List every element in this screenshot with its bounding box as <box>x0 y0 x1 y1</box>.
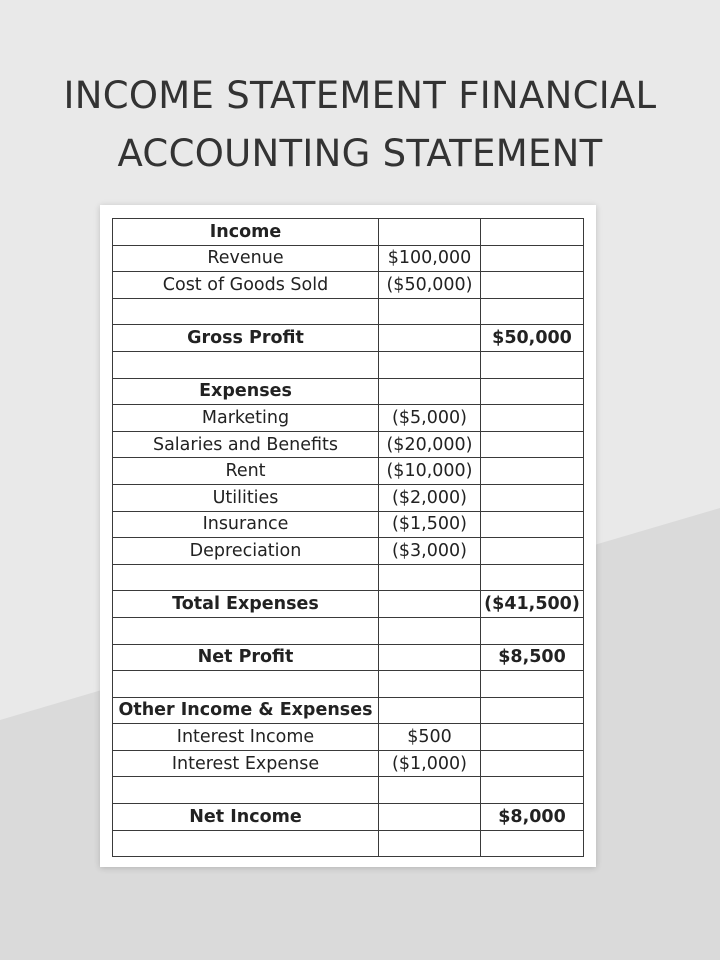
row-amount-cell: ($20,000) <box>379 431 481 458</box>
table-row <box>113 405 584 432</box>
row-total-cell <box>481 378 584 405</box>
table-row <box>113 538 584 565</box>
row-total-cell <box>481 538 584 565</box>
row-total-cell <box>481 511 584 538</box>
table-row <box>113 431 584 458</box>
row-total-cell <box>481 697 584 724</box>
row-label-cell: Cost of Goods Sold <box>113 272 379 299</box>
row-total-cell <box>481 245 584 272</box>
row-label-cell: Gross Profit <box>113 325 379 352</box>
table-row <box>113 511 584 538</box>
row-label-cell: Utilities <box>113 484 379 511</box>
row-label-cell: Depreciation <box>113 538 379 565</box>
table-row <box>113 219 584 246</box>
table-row <box>113 272 584 299</box>
row-label-cell: Salaries and Benefits <box>113 431 379 458</box>
row-label-cell: Marketing <box>113 405 379 432</box>
row-total-cell <box>481 219 584 246</box>
row-amount-cell <box>379 219 481 246</box>
row-amount-cell <box>379 777 481 804</box>
table-row <box>113 591 584 618</box>
row-total-cell <box>481 484 584 511</box>
row-total-cell: $8,000 <box>481 804 584 831</box>
row-label-cell: Interest Income <box>113 724 379 751</box>
row-total-cell <box>481 431 584 458</box>
row-total-cell: ($41,500) <box>481 591 584 618</box>
table-row <box>113 298 584 325</box>
table-row <box>113 830 584 857</box>
income-statement-body <box>113 219 584 857</box>
table-row <box>113 671 584 698</box>
row-label-cell: Interest Expense <box>113 750 379 777</box>
row-label-cell: Insurance <box>113 511 379 538</box>
table-row <box>113 564 584 591</box>
row-total-cell <box>481 750 584 777</box>
row-label-cell <box>113 351 379 378</box>
row-amount-cell: ($3,000) <box>379 538 481 565</box>
row-amount-cell <box>379 351 481 378</box>
row-total-cell: $8,500 <box>481 644 584 671</box>
row-amount-cell: ($1,000) <box>379 750 481 777</box>
row-total-cell <box>481 458 584 485</box>
row-amount-cell: ($1,500) <box>379 511 481 538</box>
table-row <box>113 644 584 671</box>
row-label-cell: Revenue <box>113 245 379 272</box>
row-label-cell: Income <box>113 219 379 246</box>
row-amount-cell <box>379 298 481 325</box>
row-amount-cell <box>379 697 481 724</box>
table-row <box>113 458 584 485</box>
row-amount-cell <box>379 591 481 618</box>
row-label-cell: Net Profit <box>113 644 379 671</box>
row-amount-cell: ($2,000) <box>379 484 481 511</box>
row-amount-cell <box>379 325 481 352</box>
row-label-cell <box>113 830 379 857</box>
row-label-cell: Rent <box>113 458 379 485</box>
row-total-cell <box>481 777 584 804</box>
row-amount-cell <box>379 617 481 644</box>
row-total-cell <box>481 405 584 432</box>
row-amount-cell: $500 <box>379 724 481 751</box>
row-total-cell <box>481 724 584 751</box>
income-statement-table <box>112 218 584 857</box>
row-label-cell <box>113 671 379 698</box>
row-label-cell: Net Income <box>113 804 379 831</box>
row-label-cell <box>113 564 379 591</box>
table-row <box>113 724 584 751</box>
table-row <box>113 325 584 352</box>
table-row <box>113 777 584 804</box>
table-row <box>113 750 584 777</box>
table-row <box>113 804 584 831</box>
page-title-line-2: ACCOUNTING STATEMENT <box>117 132 603 175</box>
row-total-cell: $50,000 <box>481 325 584 352</box>
row-total-cell <box>481 671 584 698</box>
row-amount-cell <box>379 644 481 671</box>
row-total-cell <box>481 272 584 299</box>
row-total-cell <box>481 830 584 857</box>
table-row <box>113 484 584 511</box>
row-label-cell <box>113 777 379 804</box>
row-amount-cell <box>379 564 481 591</box>
row-amount-cell <box>379 830 481 857</box>
row-amount-cell: $100,000 <box>379 245 481 272</box>
row-amount-cell: ($10,000) <box>379 458 481 485</box>
table-row <box>113 617 584 644</box>
row-amount-cell <box>379 378 481 405</box>
row-label-cell: Expenses <box>113 378 379 405</box>
row-amount-cell <box>379 804 481 831</box>
row-total-cell <box>481 298 584 325</box>
table-row <box>113 378 584 405</box>
table-row <box>113 351 584 378</box>
row-label-cell: Total Expenses <box>113 591 379 618</box>
row-label-cell <box>113 617 379 644</box>
row-label-cell: Other Income & Expenses <box>113 697 379 724</box>
statement-sheet <box>100 205 596 867</box>
table-row <box>113 245 584 272</box>
row-total-cell <box>481 351 584 378</box>
row-amount-cell: ($50,000) <box>379 272 481 299</box>
row-total-cell <box>481 564 584 591</box>
row-amount-cell: ($5,000) <box>379 405 481 432</box>
page-title-line-1: INCOME STATEMENT FINANCIAL <box>63 74 657 117</box>
row-label-cell <box>113 298 379 325</box>
row-amount-cell <box>379 671 481 698</box>
table-row <box>113 697 584 724</box>
row-total-cell <box>481 617 584 644</box>
